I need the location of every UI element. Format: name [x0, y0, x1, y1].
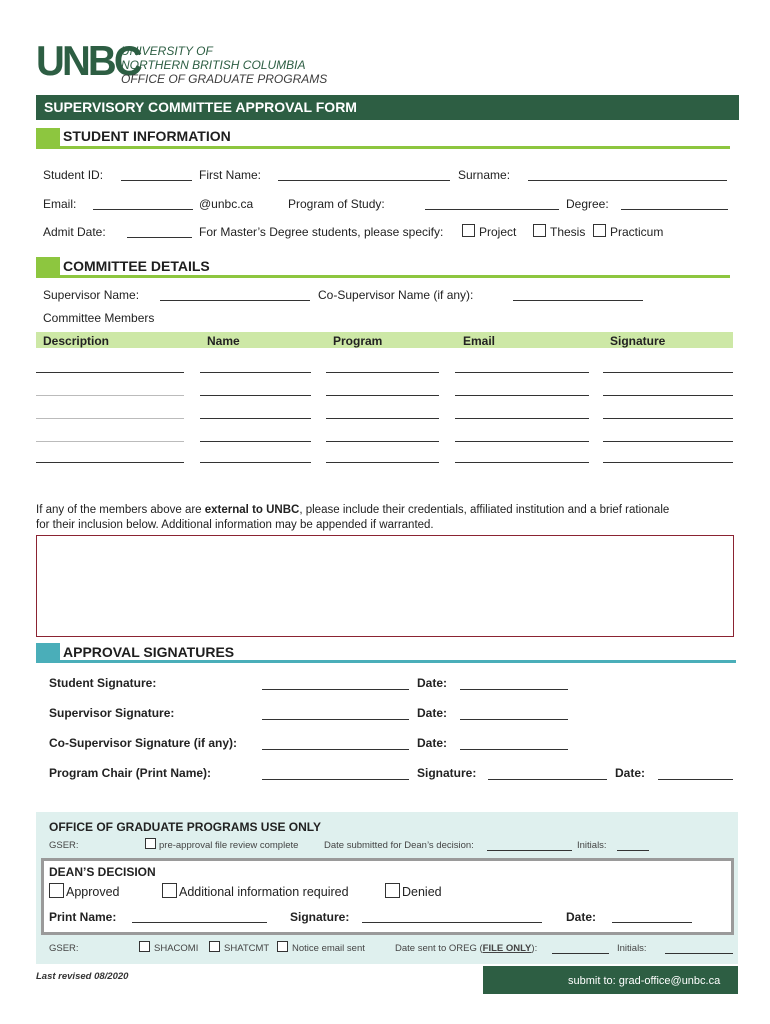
section-rule	[36, 660, 736, 663]
last-revised: Last revised 08/2020	[36, 971, 129, 982]
committee-row-field[interactable]	[603, 462, 733, 463]
shatcmt-label: SHATCMT	[224, 943, 270, 954]
first-name-field[interactable]	[278, 180, 450, 181]
student-signature-field[interactable]	[262, 689, 409, 690]
program-chair-date-field[interactable]	[658, 779, 733, 780]
date-sent-pre: Date sent to OREG (	[395, 943, 483, 954]
committee-row-field[interactable]	[326, 441, 439, 442]
date-sent-post: ):	[531, 943, 538, 954]
committee-row-field[interactable]	[200, 372, 311, 373]
preapproval-label: pre-approval file review complete	[159, 840, 299, 851]
masters-specify-label: For Master’s Degree students, please specify:	[199, 225, 444, 239]
dean-signature-field[interactable]	[362, 922, 542, 923]
committee-row-field[interactable]	[603, 372, 733, 373]
col-name: Name	[207, 334, 240, 348]
committee-row-field[interactable]	[326, 462, 439, 463]
student-info-heading: STUDENT INFORMATION	[63, 128, 231, 144]
student-id-label: Student ID:	[43, 168, 104, 182]
submit-label: submit to	[568, 975, 613, 987]
date-sent-oreg-field[interactable]	[552, 953, 609, 954]
email-field[interactable]	[93, 209, 193, 210]
committee-row-field[interactable]	[326, 418, 439, 419]
surname-label: Surname:	[458, 168, 511, 182]
col-email: Email	[463, 334, 496, 348]
project-checkbox[interactable]	[462, 224, 475, 237]
date-submitted-label: Date submitted for Dean’s decision:	[324, 840, 474, 851]
student-signature-label: Student Signature:	[49, 676, 157, 690]
notice-email-label: Notice email sent	[292, 943, 365, 954]
additional-info-checkbox[interactable]	[162, 883, 177, 898]
shatcmt-checkbox[interactable]	[209, 941, 220, 952]
degree-label: Degree:	[566, 197, 609, 211]
supervisor-signature-label: Supervisor Signature:	[49, 706, 175, 720]
committee-row-field[interactable]	[36, 462, 184, 463]
university-line2: NORTHERN BRITISH COLUMBIA	[121, 58, 306, 72]
external-note-post: , please include their credentials, affiliated institution and a brief rationale	[299, 504, 670, 516]
date-sent-oreg-label	[395, 943, 537, 954]
form-title: SUPERVISORY COMMITTEE APPROVAL FORM	[44, 99, 357, 115]
external-note	[36, 503, 736, 533]
external-note-line2: for their inclusion below. Additional information may be appended if warranted.	[36, 519, 434, 531]
committee-row-field[interactable]	[455, 372, 589, 373]
office-use-heading: OFFICE OF GRADUATE PROGRAMS USE ONLY	[49, 820, 322, 834]
file-only-text: FILE ONLY	[482, 943, 532, 954]
email-label: Email:	[43, 197, 77, 211]
supervisor-date-label: Date:	[417, 706, 448, 720]
co-supervisor-signature-field[interactable]	[262, 749, 409, 750]
dean-print-name-label: Print Name:	[49, 910, 117, 924]
committee-row-field[interactable]	[455, 395, 589, 396]
committee-row-field[interactable]	[200, 441, 311, 442]
committee-row-field[interactable]	[455, 441, 589, 442]
section-rule	[36, 146, 730, 149]
external-note-pre: If any of the members above are	[36, 504, 205, 516]
university-line1: UNIVERSITY OF	[121, 44, 213, 58]
committee-row-field[interactable]	[326, 395, 439, 396]
email-domain: @unbc.ca	[199, 197, 254, 211]
form-title-bar	[36, 95, 739, 120]
thesis-checkbox[interactable]	[533, 224, 546, 237]
supervisor-field[interactable]	[160, 300, 310, 301]
admit-date-label: Admit Date:	[43, 225, 106, 239]
committee-table-header	[36, 332, 733, 348]
dean-date-field[interactable]	[612, 922, 692, 923]
student-id-field[interactable]	[121, 180, 192, 181]
col-program: Program	[333, 334, 383, 348]
degree-field[interactable]	[621, 209, 728, 210]
additional-info-label: Additional information required	[179, 885, 349, 899]
external-note-bold: external to UNBC	[204, 504, 300, 516]
shacomi-label: SHACOMI	[154, 943, 199, 954]
committee-members-label: Committee Members	[43, 311, 155, 325]
section-marker	[36, 128, 60, 148]
committee-row-field[interactable]	[200, 418, 311, 419]
dean-decision-heading: DEAN’S DECISION	[49, 865, 156, 879]
practicum-label: Practicum	[610, 225, 664, 239]
gser2-label: GSER:	[49, 943, 79, 954]
co-supervisor-label: Co-Supervisor Name (if any):	[318, 288, 474, 302]
unbc-logo	[36, 37, 140, 86]
dean-signature-label: Signature:	[290, 910, 350, 924]
student-date-field[interactable]	[460, 689, 568, 690]
student-date-label: Date:	[417, 676, 448, 690]
supervisor-date-field[interactable]	[460, 719, 568, 720]
committee-row-field[interactable]	[36, 418, 184, 419]
first-name-label: First Name:	[199, 168, 262, 182]
project-label: Project	[479, 225, 517, 239]
dean-print-name-field[interactable]	[132, 922, 267, 923]
program-field[interactable]	[425, 209, 559, 210]
co-supervisor-date-field[interactable]	[460, 749, 568, 750]
approval-heading: APPROVAL SIGNATURES	[63, 644, 235, 660]
program-chair-label: Program Chair (Print Name):	[49, 766, 212, 780]
denied-label: Denied	[402, 885, 442, 899]
committee-row-field[interactable]	[455, 418, 589, 419]
committee-row-field[interactable]	[603, 441, 733, 442]
practicum-checkbox[interactable]	[593, 224, 606, 237]
committee-row-field[interactable]	[36, 441, 184, 442]
office-name: OFFICE OF GRADUATE PROGRAMS	[121, 72, 328, 86]
denied-checkbox[interactable]	[385, 883, 400, 898]
university-name	[121, 44, 327, 86]
logo-wordmark: UNBC	[36, 37, 140, 84]
program-chair-field[interactable]	[262, 779, 409, 780]
approved-label: Approved	[66, 885, 120, 899]
initials2-field[interactable]	[665, 953, 733, 954]
committee-row-field[interactable]	[200, 462, 311, 463]
committee-row-field[interactable]	[455, 462, 589, 463]
submit-text	[568, 975, 720, 987]
submit-banner	[483, 966, 738, 994]
external-rationale-textbox[interactable]	[36, 535, 734, 637]
co-supervisor-signature-label: Co-Supervisor Signature (if any):	[49, 736, 238, 750]
col-description: Description	[43, 334, 110, 348]
committee-row-field[interactable]	[603, 395, 733, 396]
supervisor-label: Supervisor Name:	[43, 288, 140, 302]
surname-field[interactable]	[528, 180, 727, 181]
committee-row-field[interactable]	[326, 372, 439, 373]
supervisor-signature-field[interactable]	[262, 719, 409, 720]
shacomi-checkbox[interactable]	[139, 941, 150, 952]
committee-heading: COMMITTEE DETAILS	[63, 258, 210, 274]
submit-email-link[interactable]: : grad-office@unbc.ca	[612, 975, 721, 987]
col-signature: Signature	[610, 334, 666, 348]
committee-row-field[interactable]	[603, 418, 733, 419]
approved-checkbox[interactable]	[49, 883, 64, 898]
program-chair-signature-field[interactable]	[488, 779, 607, 780]
co-supervisor-field[interactable]	[513, 300, 643, 301]
admit-date-field[interactable]	[127, 237, 192, 238]
section-marker	[36, 257, 60, 277]
initials-field[interactable]	[617, 850, 649, 851]
initials2-label: Initials:	[617, 943, 647, 954]
preapproval-checkbox[interactable]	[145, 838, 156, 849]
notice-email-checkbox[interactable]	[277, 941, 288, 952]
date-submitted-field[interactable]	[487, 850, 572, 851]
program-chair-date-label: Date:	[615, 766, 646, 780]
initials-label: Initials:	[577, 840, 607, 851]
committee-row-field[interactable]	[36, 395, 184, 396]
program-label: Program of Study:	[288, 197, 385, 211]
committee-row-field[interactable]	[200, 395, 311, 396]
dean-date-label: Date:	[566, 910, 597, 924]
program-chair-signature-label: Signature:	[417, 766, 477, 780]
thesis-label: Thesis	[550, 225, 586, 239]
committee-row-field[interactable]	[36, 372, 184, 373]
gser-label: GSER:	[49, 840, 79, 851]
co-supervisor-date-label: Date:	[417, 736, 448, 750]
section-rule	[36, 275, 730, 278]
